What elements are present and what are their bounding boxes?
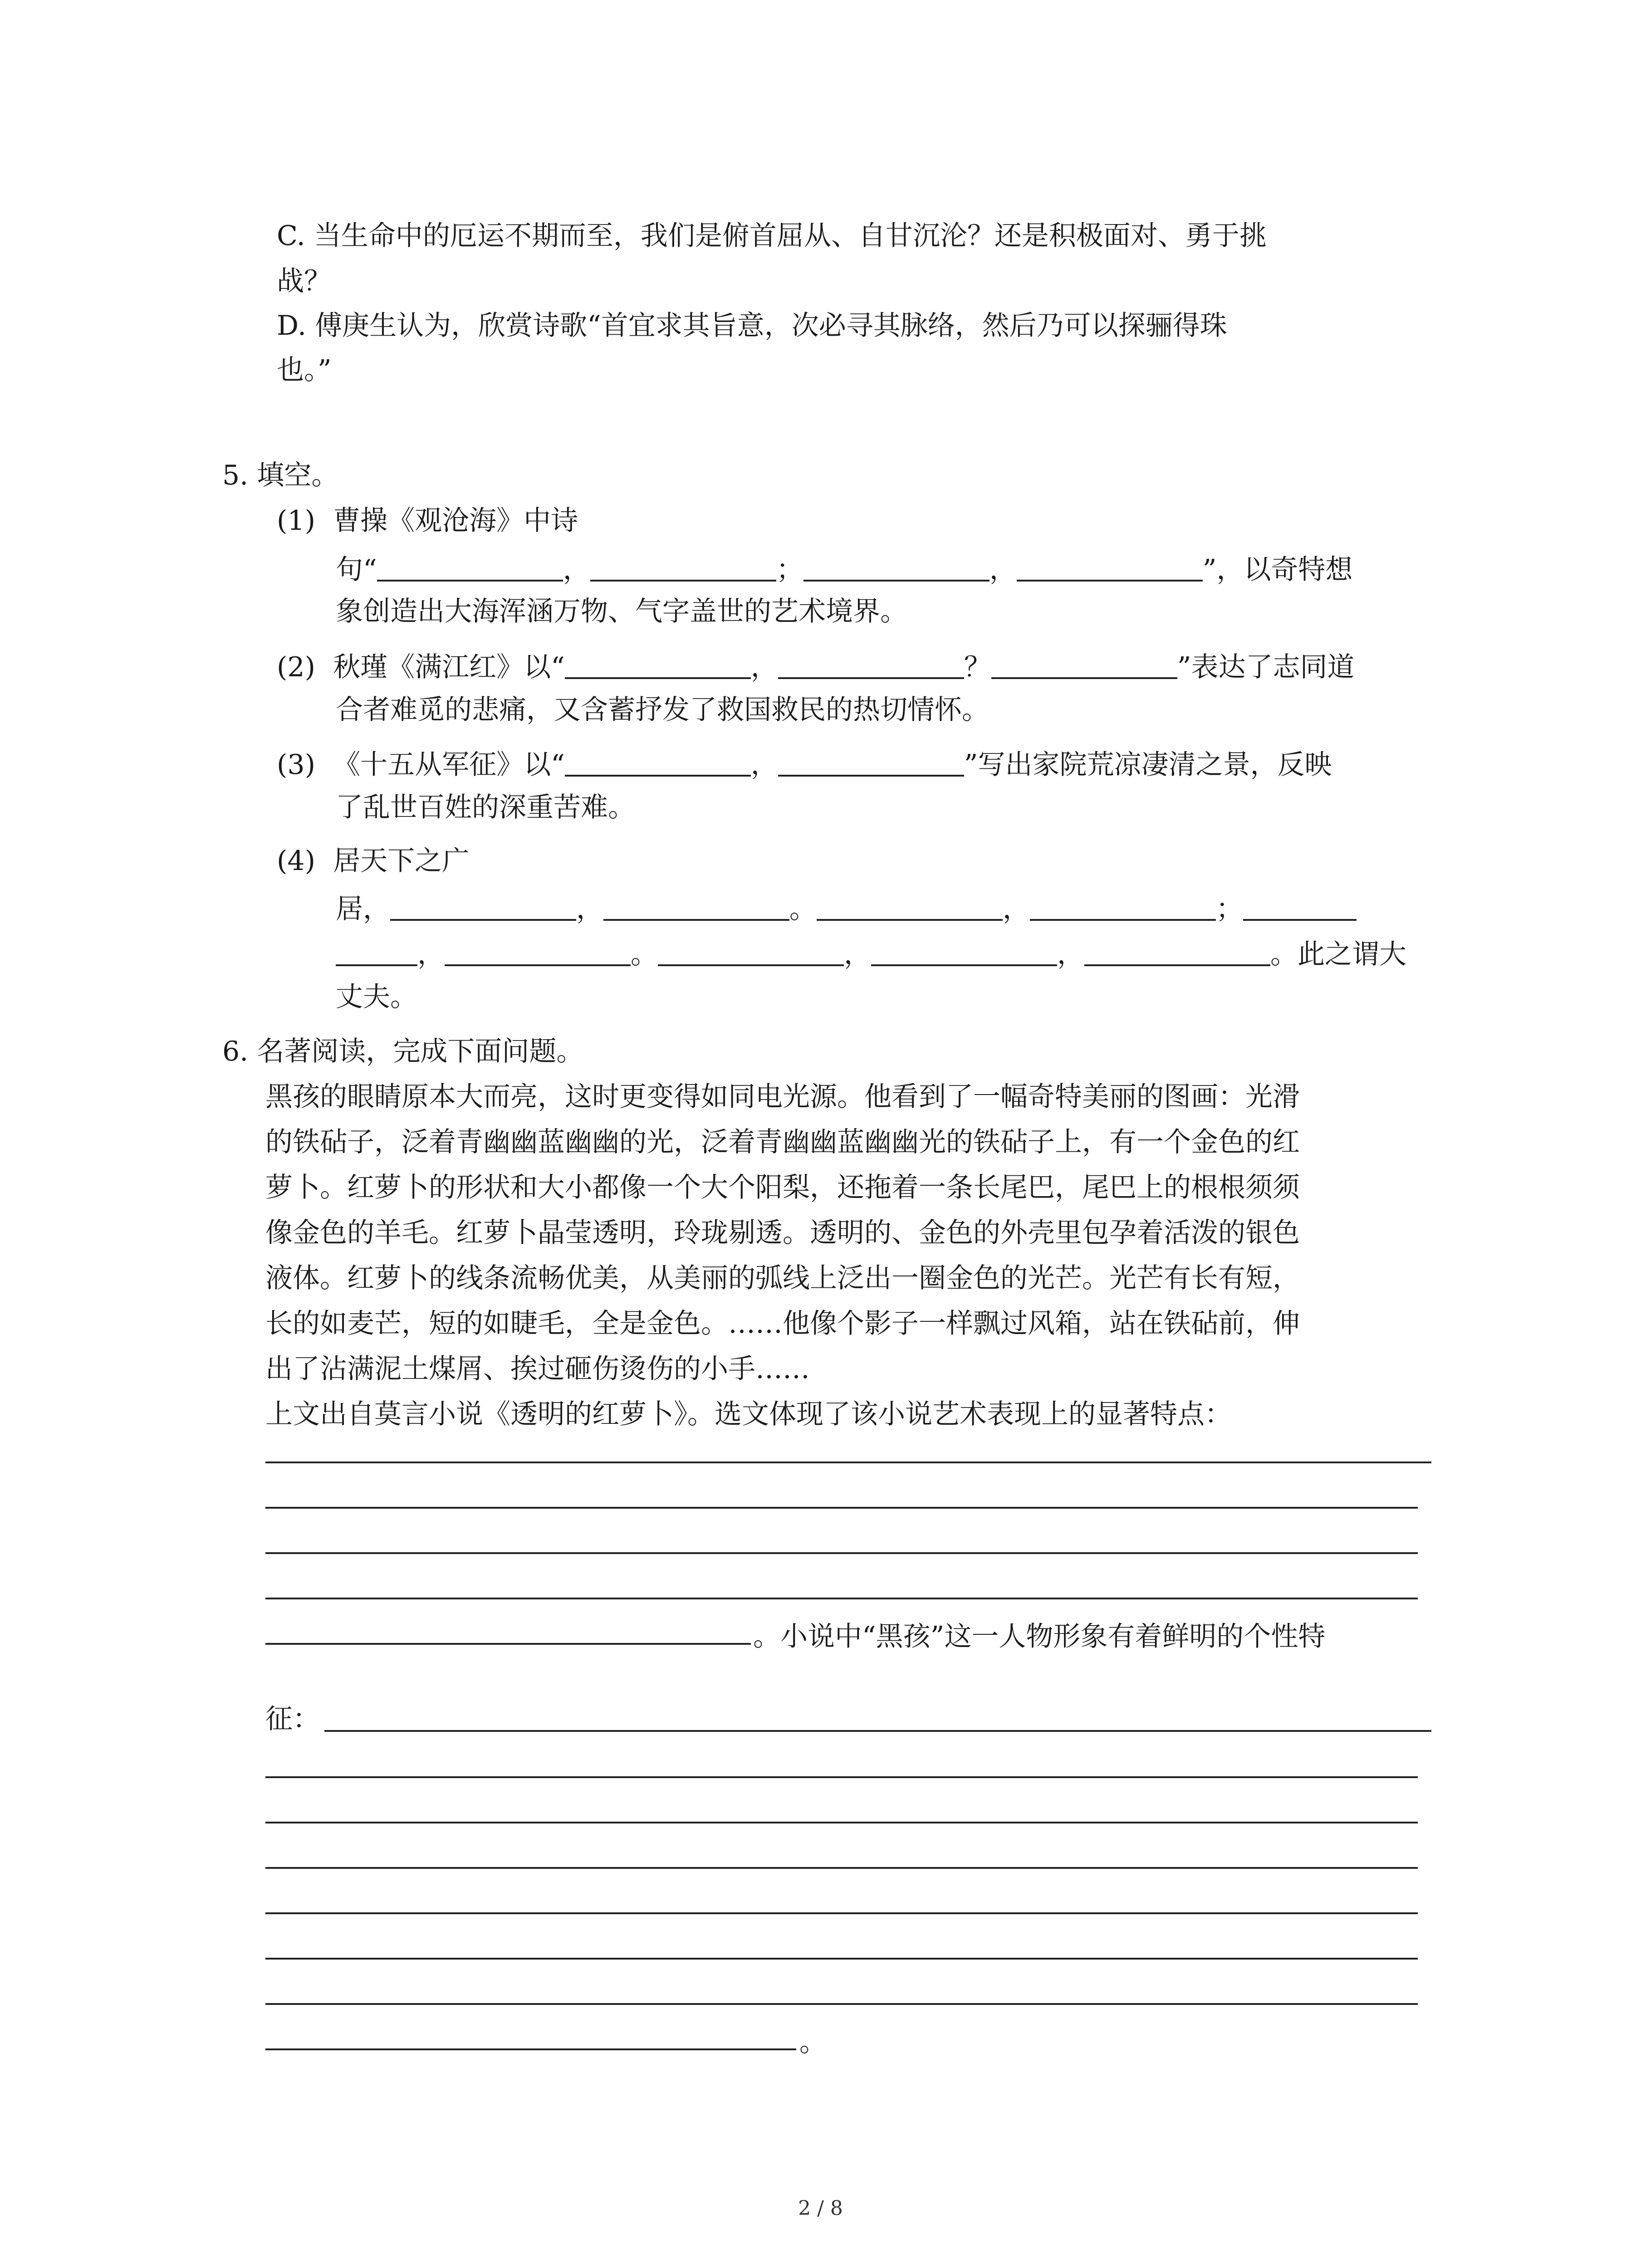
q5-4-lead: 居， (336, 893, 390, 925)
passage-line-7: 出了沾满泥土煤屑、挨过砸伤烫伤的小手…… (265, 1353, 810, 1385)
q5-1-text: 曹操《观沧海》中诗 (333, 505, 578, 537)
separator: ， (989, 554, 1017, 586)
blank-input[interactable] (445, 938, 631, 966)
answer-line[interactable] (265, 1552, 1418, 1554)
q5-1-number: (1) (277, 505, 315, 537)
blank-input[interactable] (1017, 553, 1203, 582)
blank-input[interactable] (565, 651, 751, 679)
question-6-heading: 6. 名著阅读，完成下面问题。 (222, 1036, 584, 1067)
q5-1-tail: ”，以奇特想 (1202, 554, 1353, 586)
separator: ， (1057, 938, 1084, 970)
separator: 。 (789, 893, 817, 925)
q5-2-line1 (277, 651, 1354, 681)
q5-2-number: (2) (277, 651, 315, 683)
blank-input[interactable] (377, 553, 563, 582)
blank-input[interactable] (565, 748, 751, 777)
q5-3-number: (3) (277, 749, 315, 781)
blank-input[interactable] (1243, 893, 1357, 921)
separator: ； (1216, 893, 1243, 925)
q5-4-line3 (336, 938, 1406, 968)
blank-input[interactable] (658, 938, 844, 966)
blank-input[interactable] (778, 651, 964, 679)
q5-4-line1 (277, 847, 469, 875)
q5-3-tail: ”写出家院荒凉凄清之景，反映 (964, 749, 1332, 781)
passage-line-5: 液体。红萝卜的线条流畅优美，从美丽的弧线上泛出一圈金色的光芒。光芒有长有短， (265, 1262, 1300, 1294)
answer-line[interactable] (265, 1958, 1418, 1960)
separator: ， (417, 938, 445, 970)
blank-input[interactable] (778, 748, 964, 777)
blank-input[interactable] (803, 553, 989, 582)
q5-3-line2: 了乱世百姓的深重苦难。 (336, 792, 635, 823)
q5-3-line1 (277, 748, 1332, 781)
end-period: 。 (799, 2026, 827, 2058)
blank-input[interactable] (603, 893, 789, 921)
q5-4-text: 居天下之广 (333, 845, 470, 877)
question-6-mid-text: 。小说中“黑孩”这一人物形象有着鲜明的个性特 (753, 1621, 1326, 1652)
passage-line-4: 像金色的羊毛。红萝卜晶莹透明，玲珑剔透。透明的、金色的外壳里包孕着活泼的银色 (265, 1217, 1300, 1249)
question-5-heading: 5. 填空。 (222, 459, 339, 491)
option-c-line1: C. 当生命中的厄运不期而至，我们是俯首屈从、自甘沉沦？还是积极面对、勇于挑 (277, 220, 1267, 252)
separator: ， (750, 651, 778, 683)
blank-input[interactable] (991, 651, 1177, 679)
question-6-prompt: 上文出自莫言小说《透明的红萝卜》。选文体现了该小说艺术表现上的显著特点： (265, 1398, 1232, 1430)
passage-line-6: 长的如麦芒，短的如睫毛，全是金色。……他像个影子一样飘过风箱，站在铁砧前，伸 (265, 1308, 1300, 1339)
separator: ， (563, 554, 590, 586)
q5-1-line2 (336, 553, 1353, 586)
blank-input[interactable] (1030, 893, 1216, 921)
blank-input[interactable] (1084, 938, 1270, 966)
answer-line[interactable] (265, 1822, 1418, 1823)
separator: 。 (631, 938, 658, 970)
q5-4-number: (4) (277, 845, 315, 877)
q5-4-line2 (336, 893, 1357, 923)
page-number: 2 / 8 (798, 2197, 843, 2220)
separator: ； (776, 554, 803, 586)
zheng-label: 征： (265, 1703, 320, 1735)
separator: ， (750, 749, 778, 781)
separator: ？ (964, 651, 991, 683)
q5-2-line2: 合者难觅的悲痛，又含蓄抒发了救国救民的热切情怀。 (336, 694, 989, 726)
q5-4-tail: 。此之谓大 (1270, 938, 1406, 970)
answer-line[interactable] (265, 2048, 796, 2050)
separator: ， (1003, 893, 1030, 925)
passage-line-2: 的铁砧子，泛着青幽幽蓝幽幽的光，泛着青幽幽蓝幽幽光的铁砧子上，有一个金色的红 (265, 1126, 1300, 1158)
q5-1-line1 (277, 505, 578, 537)
passage-line-3: 萝卜。红萝卜的形状和大小都像一个大个阳梨，还拖着一条长尾巴，尾巴上的根根须须 (265, 1172, 1300, 1203)
answer-line[interactable] (265, 1507, 1418, 1509)
answer-line[interactable] (265, 1643, 751, 1645)
q5-2-text: 秋瑾《满江红》以“ (333, 651, 565, 683)
passage-line-1: 黑孩的眼睛原本大而亮，这时更变得如同电光源。他看到了一幅奇特美丽的图画：光滑 (265, 1081, 1300, 1113)
option-c-line2: 战？ (277, 265, 331, 297)
separator: ， (844, 938, 871, 970)
answer-line[interactable] (265, 1598, 1418, 1599)
separator: ， (576, 893, 603, 925)
q5-3-text: 《十五从军征》以“ (333, 749, 565, 781)
blank-input[interactable] (390, 893, 576, 921)
blank-input[interactable] (817, 893, 1003, 921)
blank-input[interactable] (590, 553, 776, 582)
q5-1-quote-open: 句“ (336, 554, 377, 586)
blank-input[interactable] (871, 938, 1057, 966)
option-d-line1: D. 傅庚生认为，欣赏诗歌“首宜求其旨意，次必寻其脉络，然后乃可以探骊得珠 (277, 310, 1227, 342)
q5-4-line4: 丈夫。 (336, 981, 417, 1013)
answer-line[interactable] (265, 1461, 1431, 1463)
answer-line[interactable] (265, 2003, 1418, 2005)
answer-line[interactable] (265, 1912, 1418, 1914)
answer-line[interactable] (265, 1867, 1418, 1869)
option-d-line2: 也。” (277, 354, 332, 386)
answer-line[interactable] (324, 1730, 1431, 1732)
blank-input[interactable] (336, 938, 417, 966)
answer-line[interactable] (265, 1776, 1418, 1778)
q5-2-tail: ”表达了志同道 (1177, 651, 1355, 683)
q5-1-line3: 象创造出大海浑涵万物、气字盖世的艺术境界。 (336, 596, 907, 627)
